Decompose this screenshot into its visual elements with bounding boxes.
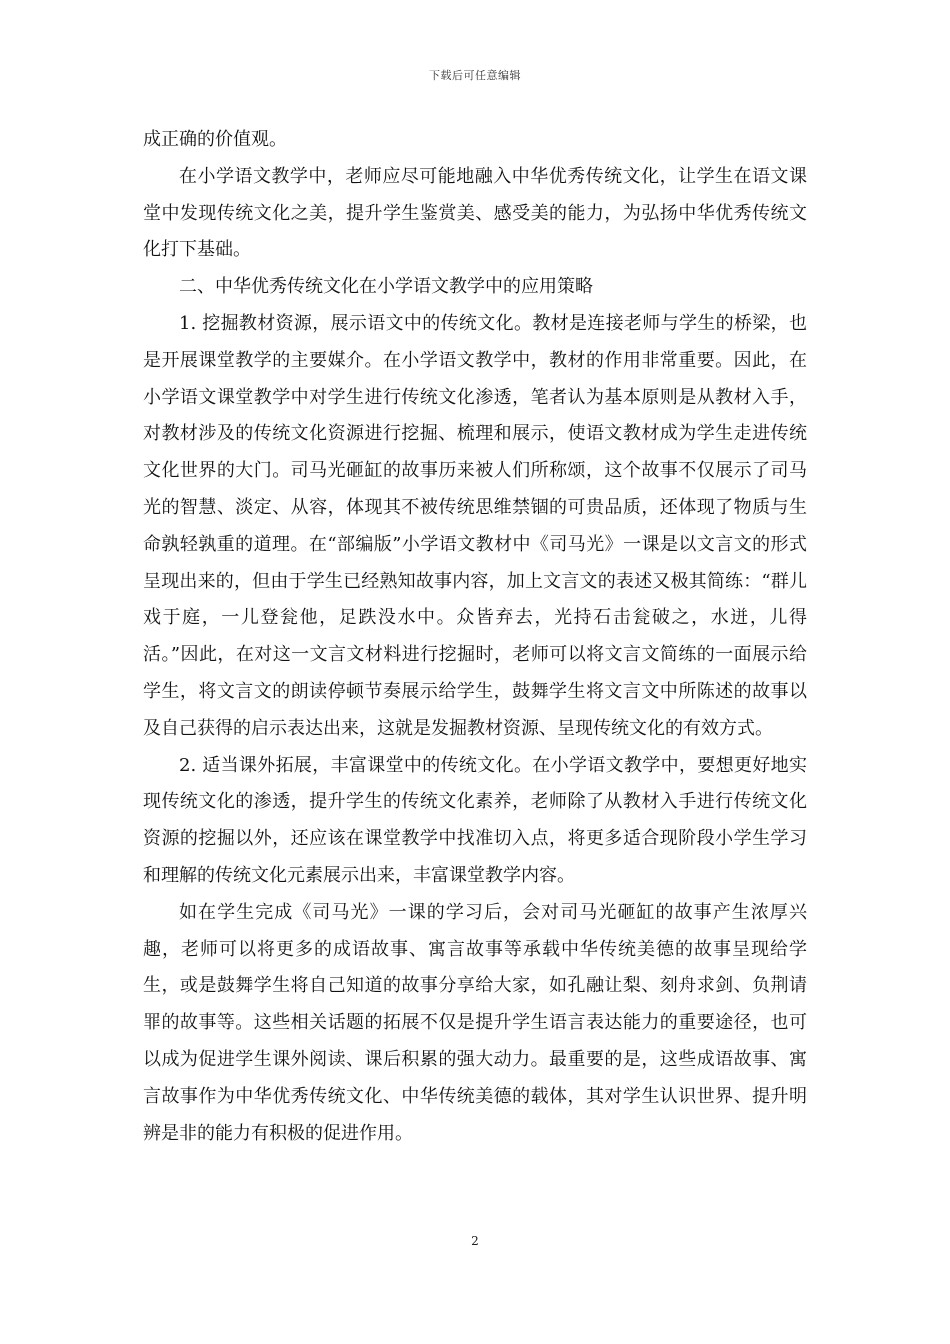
paragraph: 成正确的价值观。 (143, 129, 287, 150)
paragraph: 2. 适当课外拓展，丰富课堂中的传统文化。在小学语文教学中，要想更好地实现传统文化的渗透，提升学生的传统文化素养，老师除了从教材入手进行传统文化资源的挖掘以外，还应该在课堂教学中找准切入点，将更多适合现阶段小学生学习和理解的传统文化元素展示出来，丰富课堂教学内容。 (143, 754, 807, 886)
paragraph: 在小学语文教学中，老师应尽可能地融入中华优秀传统文化，让学生在语文课堂中发现传统文化之美，提升学生鉴赏美、感受美的能力，为弘扬中华优秀传统文化打下基础。 (143, 165, 807, 261)
paragraph: 1. 挖掘教材资源，展示语文中的传统文化。教材是连接老师与学生的桥梁，也是开展课堂教学的主要媒介。在小学语文教学中，教材的作用非常重要。因此，在小学语文课堂教学中对学生进行传统文化渗透，笔者认为基本原则是从教材入手，对教材涉及的传统文化资源进行挖掘、梳理和展示，使语文教材成为学生走进传统文化世界的大门。司马光砸缸的故事历来被人们所称颂，这个故事不仅展示了司马光的智慧、淡定、从容，体现其不被传统思维禁锢的可贵品质，还体现了物质与生命孰轻孰重的道理。在“部编版”小学语文教材中《司马光》一课是以文言文的形式呈现出来的，但由于学生已经熟知故事内容，加上文言文的表述又极其简练：“群儿戏于庭，一儿登瓮他，足跌没水中。众皆弃去，光持石击瓮破之，水迸，儿得活。”因此，在对这一文言文材料进行挖掘时，老师可以将文言文简练的一面展示给学生，将文言文的朗读停顿节奏展示给学生，鼓舞学生将文言文中所陈述的故事以及自己获得的启示表达出来，这就是发掘教材资源、呈现传统文化的有效方式。 (143, 312, 807, 739)
section-heading: 二、中华优秀传统文化在小学语文教学中的应用策略 (179, 276, 593, 298)
page-header: 下载后可任意编辑 (429, 69, 521, 82)
page-number: 2 (471, 1234, 479, 1248)
paragraph: 如在学生完成《司马光》一课的学习后，会对司马光砸缸的故事产生浓厚兴趣，老师可以将更多的成语故事、寓言故事等承载中华传统美德的故事呈现给学生，或是鼓舞学生将自己知道的故事分享给大家，如孔融让梨、刻舟求剑、负荆请罪的故事等。这些相关话题的拓展不仅是提升学生语言表达能力的重要途径，也可以成为促进学生课外阅读、课后积累的强大动力。最重要的是，这些成语故事、寓言故事作为中华优秀传统文化、中华传统美德的载体，其对学生认识世界、提升明辨是非的能力有积极的促进作用。 (143, 901, 807, 1144)
document-body (143, 122, 807, 1152)
